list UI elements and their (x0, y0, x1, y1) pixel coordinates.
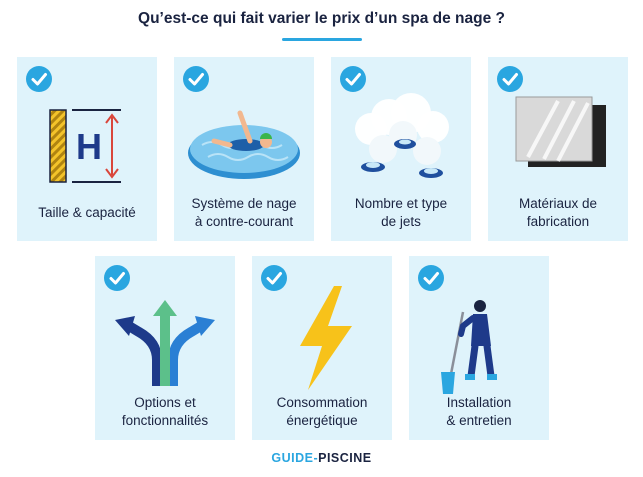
brand-logo (0, 451, 643, 465)
height-h-icon (17, 87, 157, 197)
card-installation (409, 256, 549, 440)
card-jets (331, 57, 471, 241)
card-label: Consommation énergétique (276, 395, 368, 428)
card-materiaux (488, 57, 628, 241)
card-systeme-nage (174, 57, 314, 241)
card-label: Options et fonctionnalités (121, 395, 209, 428)
card-label: Installation & entretien (446, 395, 512, 428)
card-label: Taille & capacité (38, 205, 136, 220)
title-underline (282, 38, 362, 41)
card-taille-capacite (17, 57, 157, 241)
brand-part-1: GUIDE- (271, 451, 319, 465)
card-label: Système de nage à contre-courant (191, 196, 297, 229)
card-consommation (252, 256, 392, 440)
svg-text:H: H (76, 126, 102, 167)
material-panels-icon (488, 87, 628, 197)
page-title: Qu’est-ce qui fait varier le prix d’un spa de nage ? (138, 10, 505, 27)
water-jets-icon (331, 87, 471, 197)
maintenance-worker-icon (409, 286, 549, 396)
brand-part-2: PISCINE (318, 451, 372, 465)
swimmer-pool-icon (174, 87, 314, 197)
split-arrows-icon (95, 286, 235, 396)
card-options (95, 256, 235, 440)
card-label: Nombre et type de jets (354, 196, 448, 229)
card-label: Matériaux de fabrication (518, 196, 598, 229)
lightning-bolt-icon (252, 286, 392, 396)
